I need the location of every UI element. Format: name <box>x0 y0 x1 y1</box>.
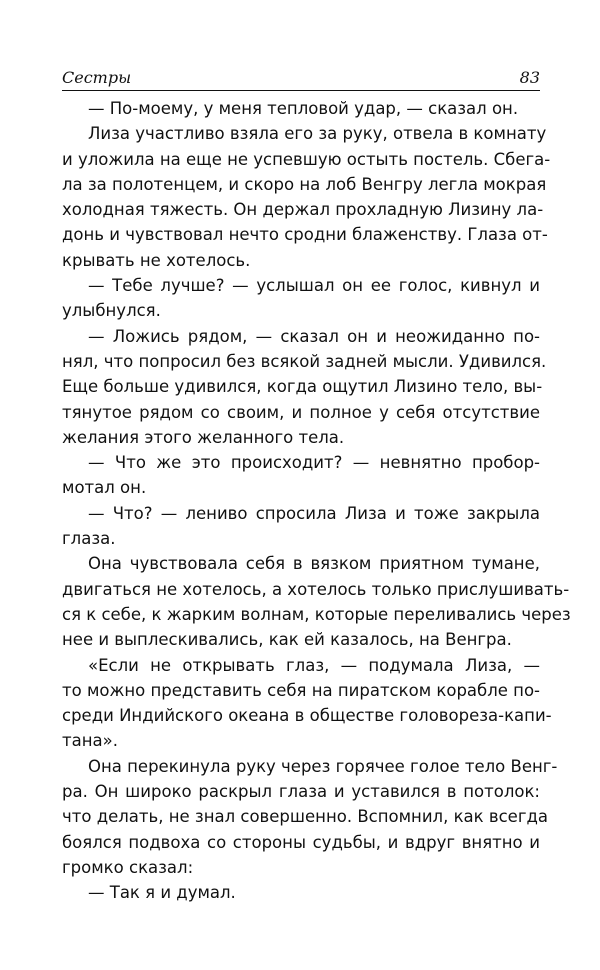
text-line: ра. Он широко раскрыл глаза и уставился в потолок: <box>62 782 540 802</box>
body-text <box>62 96 571 906</box>
text-line: — Ложись рядом, — сказал он и неожиданно по- <box>88 326 540 346</box>
text-line: глаза. <box>62 529 116 549</box>
text-line: Она чувствовала себя в вязком приятном тумане, <box>88 554 540 574</box>
text-line: — Что же это происходит? — невнятно пробор- <box>88 453 540 473</box>
text-line: тана». <box>62 731 118 751</box>
text-line: тянутое рядом со своим, и полное у себя отсутствие <box>62 402 540 422</box>
text-line: что делать, не знал совершенно. Вспомнил, как всегда <box>62 807 549 827</box>
text-line: крывать не хотелось. <box>62 250 251 270</box>
running-header <box>62 68 540 91</box>
text-line: желания этого желанного тела. <box>62 427 345 447</box>
text-line: — Что? — лениво спросила Лиза и тоже закрыла <box>88 503 540 523</box>
text-line: мотал он. <box>62 478 147 498</box>
text-line: и уложила на еще не успевшую остыть постель. Сбега- <box>62 149 551 169</box>
text-line: среди Индийского океана в обществе головореза-капи- <box>62 706 552 726</box>
text-line: ла за полотенцем, и скоро на лоб Венгру легла мокрая <box>62 174 547 194</box>
text-line: громко сказал: <box>62 857 194 877</box>
text-line: то можно представить себя на пиратском корабле по- <box>62 680 540 700</box>
text-line: нее и выплескивались, как ей казалось, на Венгра. <box>62 630 512 650</box>
text-line: донь и чувствовал нечто сродни блаженству. Глаза от- <box>62 225 548 245</box>
text-line: ся к себе, к жарким волнам, которые переливались через <box>62 604 571 624</box>
text-line: Она перекинула руку через горячее голое тело Венг- <box>88 756 558 776</box>
text-line: Еще больше удивился, когда ощутил Лизино тело, вы- <box>62 377 543 397</box>
text-line: улыбнулся. <box>62 301 161 321</box>
running-title: Сестры <box>62 68 132 87</box>
text-line: двигаться не хотелось, а хотелось только прислушивать- <box>62 579 570 599</box>
text-line: нял, что попросил без всякой задней мысли. Удивился. <box>62 351 547 371</box>
text-line: — По-моему, у меня тепловой удар, — сказал он. <box>88 99 519 118</box>
text-line: — Тебе лучше? — услышал он ее голос, кивнул и <box>88 276 540 296</box>
text-line: боялся подвоха со стороны судьбы, и вдруг внятно и <box>62 832 540 852</box>
page-number: 83 <box>519 68 540 87</box>
text-line: — Так я и думал. <box>88 883 236 903</box>
text-line: холодная тяжесть. Он держал прохладную Лизину ла- <box>62 200 544 220</box>
text-line: «Если не открывать глаз, — подумала Лиза, — <box>88 655 540 675</box>
text-line: Лиза участливо взяла его за руку, отвела в комнату <box>88 124 547 144</box>
